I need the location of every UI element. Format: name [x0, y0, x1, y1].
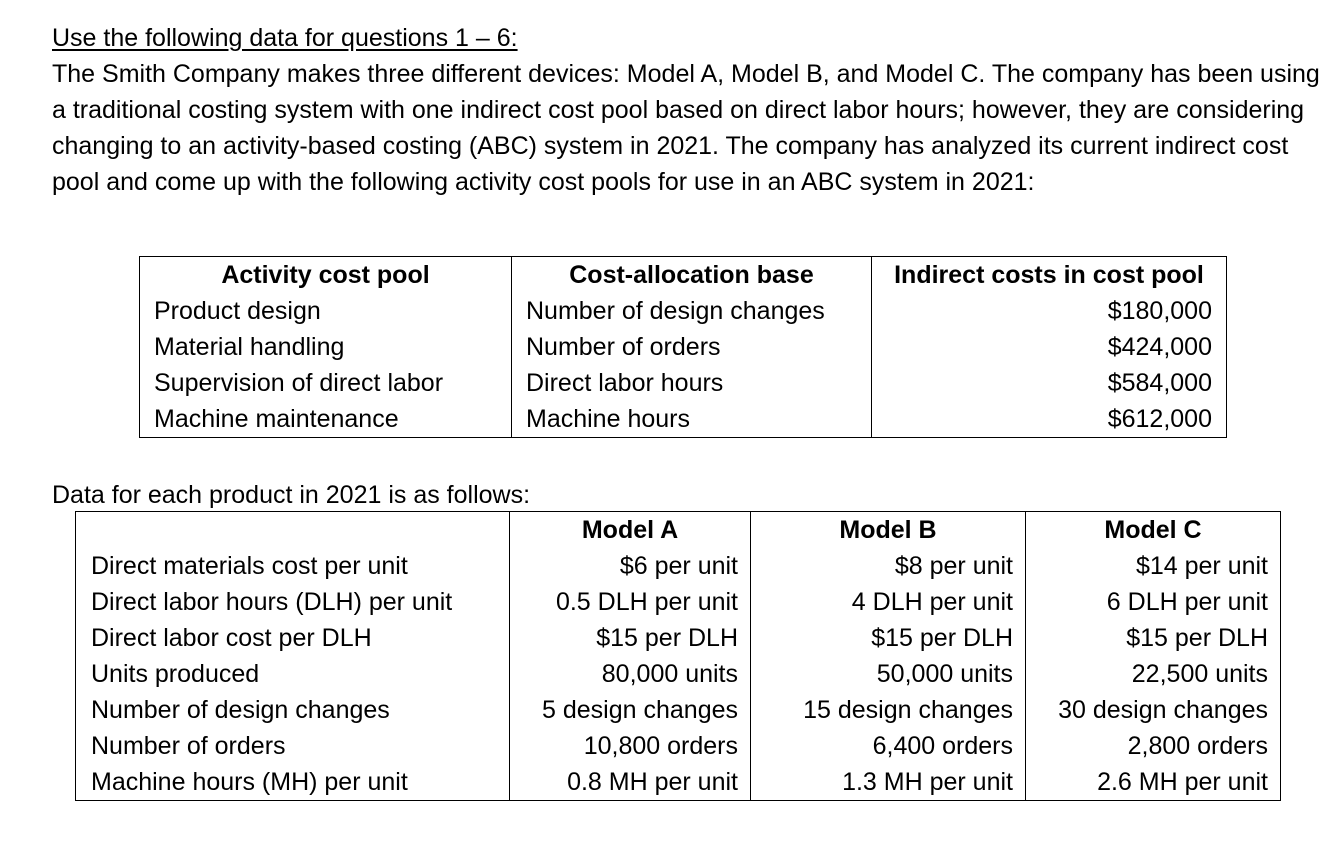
model-a-value: 0.5 DLH per unit: [510, 584, 751, 620]
model-c-value: 2.6 MH per unit: [1026, 764, 1281, 801]
table-header-row: [76, 512, 1281, 549]
model-c-value: 6 DLH per unit: [1026, 584, 1281, 620]
row-label: Units produced: [76, 656, 510, 692]
table-row: [140, 293, 1227, 329]
table-row: [76, 548, 1281, 584]
header-cost-allocation-base: Cost-allocation base: [512, 257, 872, 294]
model-c-value: 22,500 units: [1026, 656, 1281, 692]
model-a-value: $15 per DLH: [510, 620, 751, 656]
model-b-value: 15 design changes: [751, 692, 1026, 728]
table-row: [76, 764, 1281, 801]
pool-name: Machine maintenance: [140, 401, 512, 438]
pool-name: Supervision of direct labor: [140, 365, 512, 401]
model-c-value: $15 per DLH: [1026, 620, 1281, 656]
table-row: [76, 656, 1281, 692]
table-row: [140, 329, 1227, 365]
indirect-cost: $180,000: [872, 293, 1227, 329]
row-label: Direct materials cost per unit: [76, 548, 510, 584]
row-label: Number of orders: [76, 728, 510, 764]
model-b-value: 4 DLH per unit: [751, 584, 1026, 620]
model-a-value: $6 per unit: [510, 548, 751, 584]
allocation-base: Number of design changes: [512, 293, 872, 329]
model-c-value: 2,800 orders: [1026, 728, 1281, 764]
table-row: [140, 365, 1227, 401]
product-data-label: Data for each product in 2021 is as follows:: [52, 481, 531, 509]
header-blank: [76, 512, 510, 549]
pool-name: Material handling: [140, 329, 512, 365]
indirect-cost: $424,000: [872, 329, 1227, 365]
intro-paragraph: The Smith Company makes three different devices: Model A, Model B, and Model C. The company has been using a traditional costing system with one indirect cost pool based on direct labor hours; however, they are considering changing to an activity-based costing (ABC) system in 2021. The company has analyzed its current indirect cost pool and come up with the following activity cost pools for use in an ABC system in 2021:: [52, 60, 1320, 196]
row-label: Machine hours (MH) per unit: [76, 764, 510, 801]
model-b-value: 1.3 MH per unit: [751, 764, 1026, 801]
intro-section: [52, 20, 1322, 200]
header-indirect-costs: Indirect costs in cost pool: [872, 257, 1227, 294]
model-a-value: 80,000 units: [510, 656, 751, 692]
table-row: [76, 728, 1281, 764]
header-model-c: Model C: [1026, 512, 1281, 549]
pool-name: Product design: [140, 293, 512, 329]
model-a-value: 0.8 MH per unit: [510, 764, 751, 801]
questions-heading: Use the following data for questions 1 – 6:: [52, 24, 518, 52]
row-label: Direct labor cost per DLH: [76, 620, 510, 656]
product-data-table: [75, 511, 1281, 801]
indirect-cost: $584,000: [872, 365, 1227, 401]
row-label: Direct labor hours (DLH) per unit: [76, 584, 510, 620]
header-model-b: Model B: [751, 512, 1026, 549]
model-b-value: 50,000 units: [751, 656, 1026, 692]
indirect-cost: $612,000: [872, 401, 1227, 438]
model-b-value: 6,400 orders: [751, 728, 1026, 764]
allocation-base: Machine hours: [512, 401, 872, 438]
table-row: [76, 692, 1281, 728]
table-header-row: [140, 257, 1227, 294]
table-row: [140, 401, 1227, 438]
header-model-a: Model A: [510, 512, 751, 549]
header-activity-cost-pool: Activity cost pool: [140, 257, 512, 294]
model-a-value: 5 design changes: [510, 692, 751, 728]
table-row: [76, 620, 1281, 656]
model-c-value: 30 design changes: [1026, 692, 1281, 728]
row-label: Number of design changes: [76, 692, 510, 728]
table-row: [76, 584, 1281, 620]
model-c-value: $14 per unit: [1026, 548, 1281, 584]
model-b-value: $8 per unit: [751, 548, 1026, 584]
activity-cost-pool-table: [139, 256, 1227, 438]
allocation-base: Number of orders: [512, 329, 872, 365]
allocation-base: Direct labor hours: [512, 365, 872, 401]
model-a-value: 10,800 orders: [510, 728, 751, 764]
model-b-value: $15 per DLH: [751, 620, 1026, 656]
